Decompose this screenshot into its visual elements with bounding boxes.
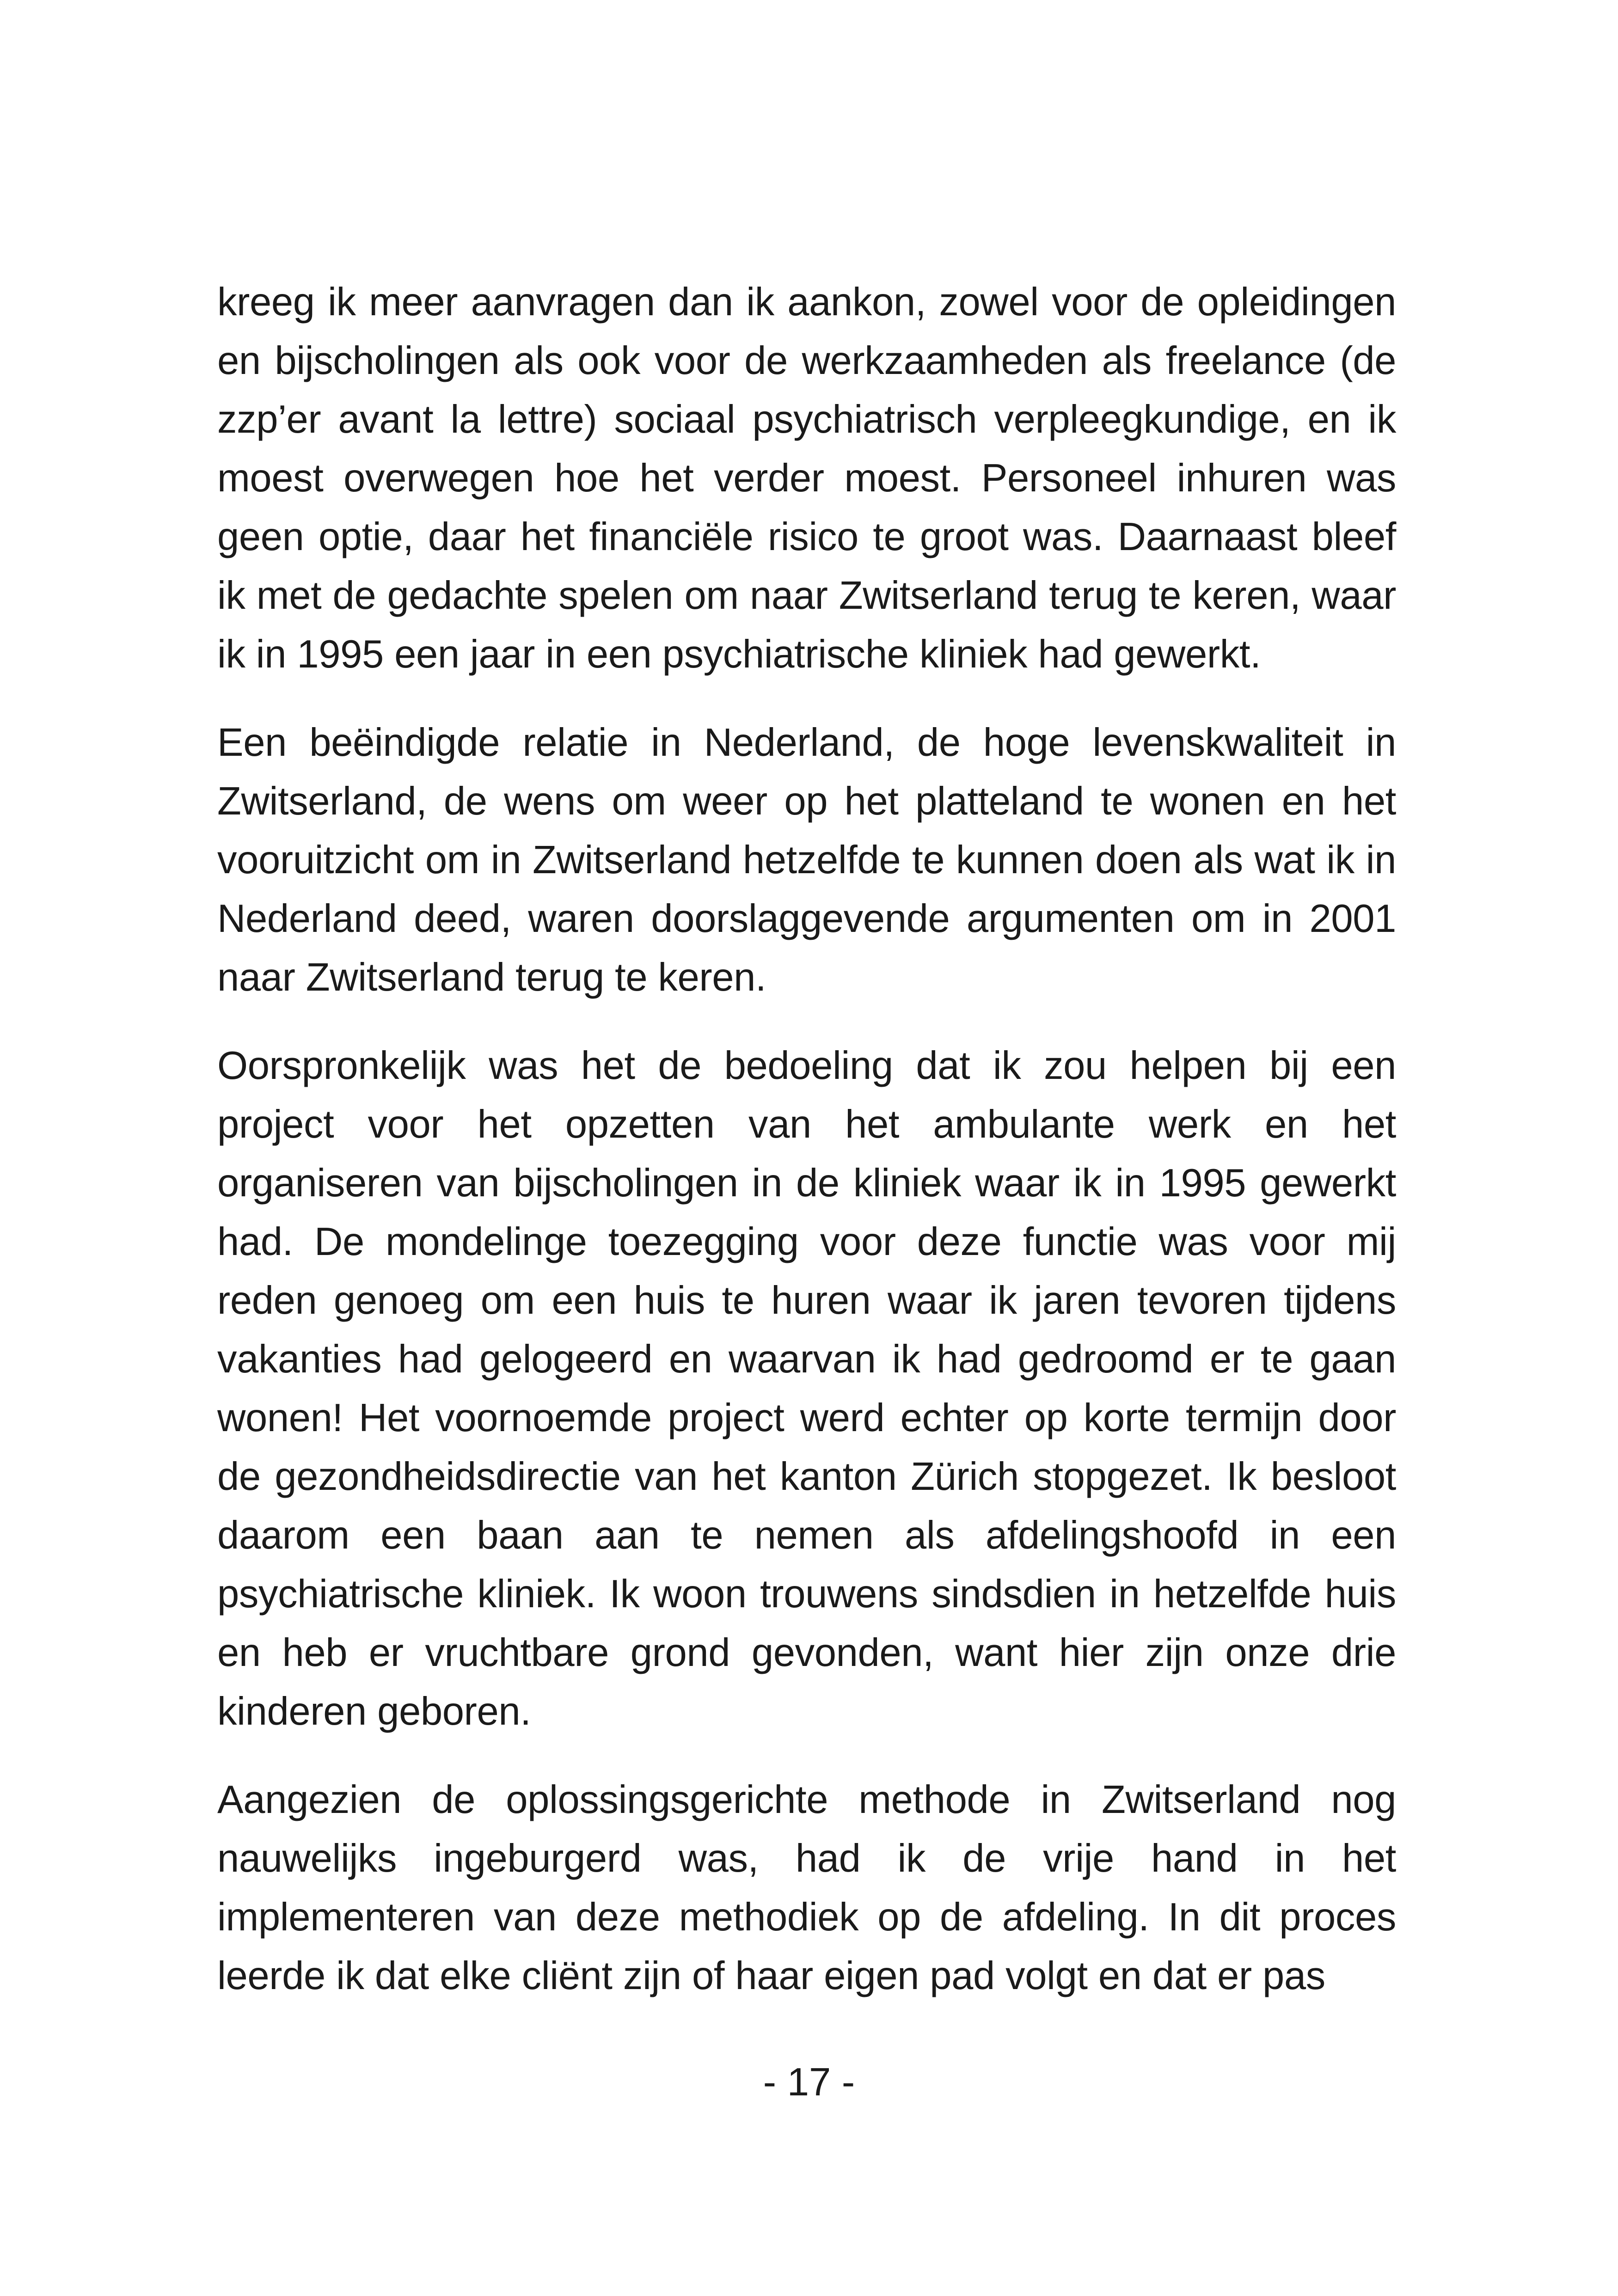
paragraph-2: Een beëindigde relatie in Nederland, de hoge levenskwaliteit in Zwitserland, de wens om weer op het platteland te wonen en het vooruitzicht om in Zwitserland hetzelfde te kunnen doen als wat ik in Nederland deed, waren doorslaggevende argumenten om in 2001 naar Zwitserland terug te keren. [217, 721, 1396, 999]
page-number: - 17 - [763, 2060, 855, 2104]
paragraph-4: Aangezien de oplossingsgerichte methode in Zwitserland nog nauwelijks ingeburgerd was, had ik de vrije hand in het implementeren van deze methodiek op de afdeling. In dit proces leerde ik dat elke cliënt zijn of haar eigen pad volgt en dat er pas [217, 1778, 1396, 1998]
paragraph-1: kreeg ik meer aanvragen dan ik aankon, zowel voor de opleidingen en bijscholingen als ook voor de werkzaamheden als freelance (de zzp’er avant la lettre) sociaal psychiatrisch verpleegkundige, en ik moest overwegen hoe het verder moest. Personeel inhuren was geen optie, daar het financiële risico te groot was. Daarnaast bleef ik met de gedachte spelen om naar Zwitserland terug te keren, waar ik in 1995 een jaar in een psychiatrische kliniek had gewerkt. [217, 280, 1396, 676]
body-text [217, 273, 1396, 2035]
paragraph-3: Oorspronkelijk was het de bedoeling dat ik zou helpen bij een project voor het opzetten van het ambulante werk en het organiseren van bijscholingen in de kliniek waar ik in 1995 gewerkt had. De mondelinge toezegging voor deze functie was voor mij reden genoeg om een huis te huren waar ik jaren tevoren tijdens vakanties had gelogeerd en waarvan ik had gedroomd er te gaan wonen! Het voornoemde project werd echter op korte termijn door de gezondheidsdirectie van het kanton Zürich stopgezet. Ik besloot daarom een baan aan te nemen als afdelingshoofd in een psychiatrische kliniek. Ik woon trouwens sindsdien in hetzelfde huis en heb er vruchtbare grond gevonden, want hier zijn onze drie kinderen geboren. [217, 1044, 1396, 1733]
